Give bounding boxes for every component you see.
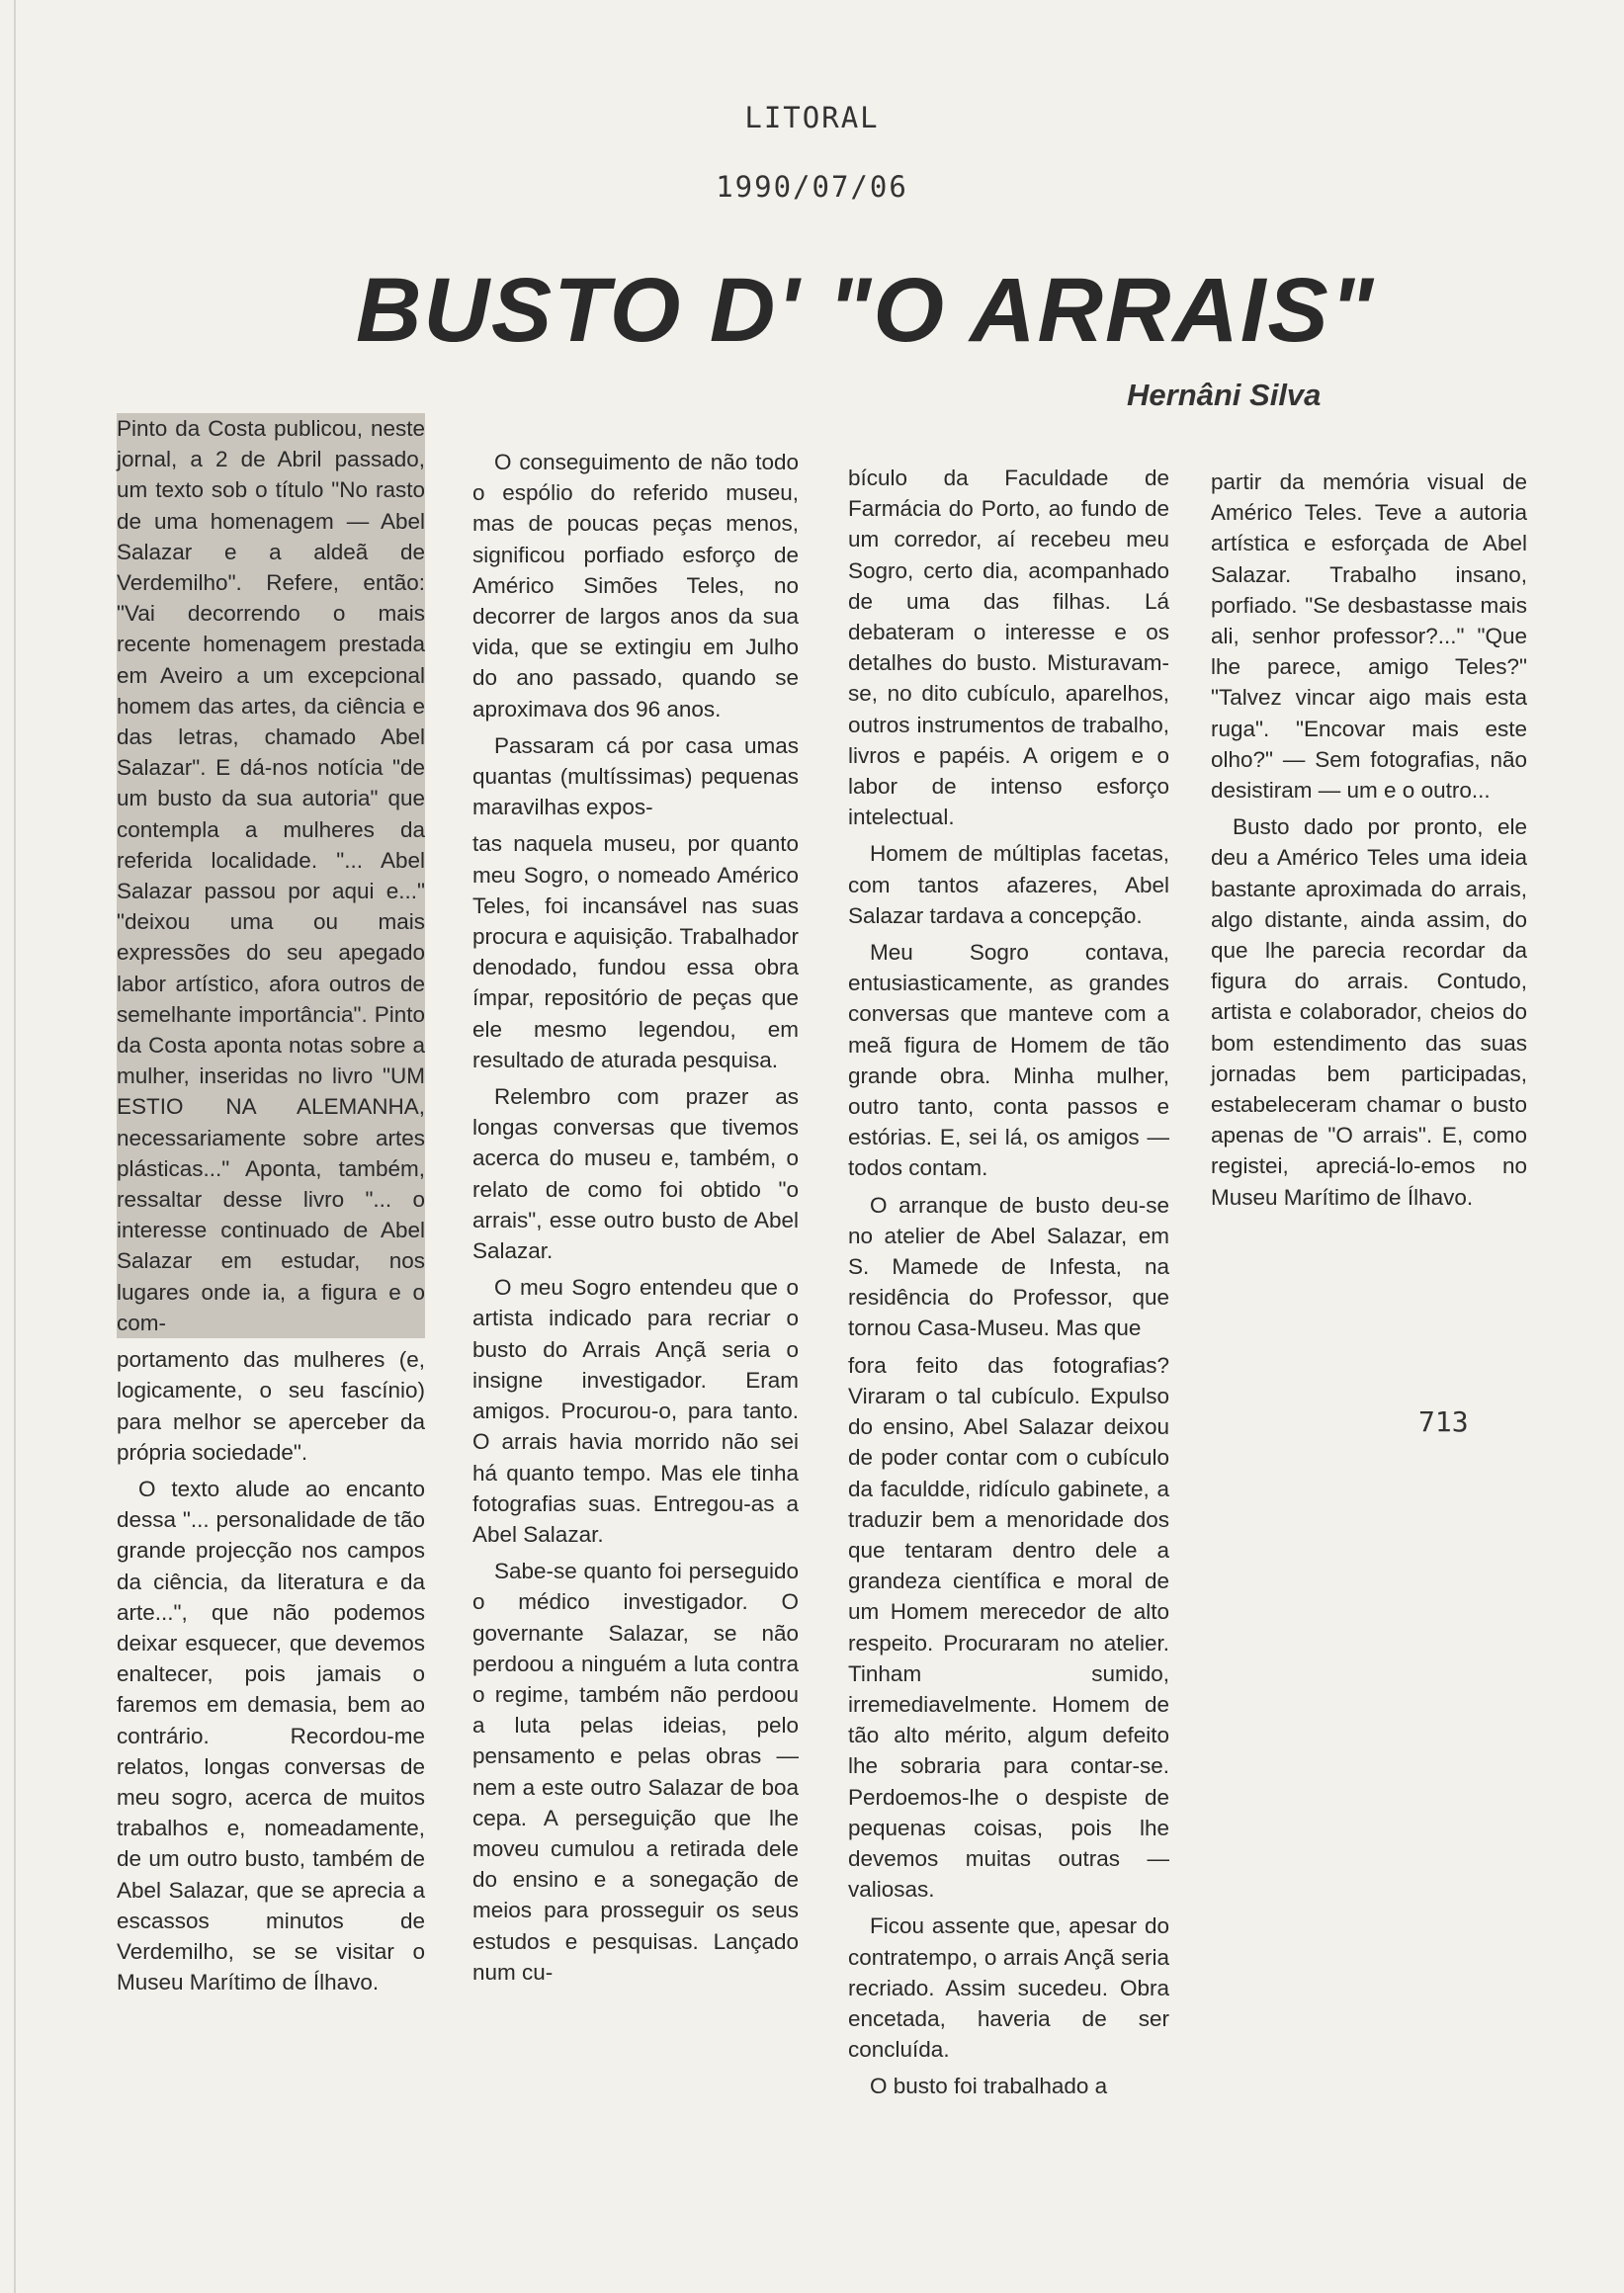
col2-paragraph-4: Relembro com prazer as longas conversas que tivemos acerca do museu e, também, o relato de como foi obtido "o arrais", esse outro busto de Abel Salazar.	[472, 1084, 799, 1264]
article-author: Hernâni Silva	[1127, 378, 1322, 412]
col3-paragraph-6: Ficou assente que, apesar do contratempo, o arrais Ançã seria recriado. Assim sucedeu. Obra encetada, haveria de ser concluída.	[848, 1913, 1169, 2063]
col1-paragraph-3: O texto alude ao encanto dessa "... personalidade de tão grande projecção nos campos da ciência, da literatura e da arte...", que não podemos deixar esquecer, que devemos enaltecer, pois jamais o faremos em demasia, bem ao contrário. Recordou-me relatos, longas conversas de meu sogro, acerca de muitos trabalhos e, nomeadamente, de um outro busto, também de Abel Salazar, que se aprecia a escassos minutos de Verdemilho, se se visitar o Museu Marítimo de Ílhavo.	[117, 1476, 425, 1996]
col4-paragraph-2: Busto dado por pronto, ele deu a Américo Teles uma ideia bastante aproximada do arrais, algo distante, ainda assim, do que lhe parecia recordar da figura do arrais. Contudo, artista e colaborador, cheios do bom estendimento das suas jornadas bem participadas, estabeleceram chamar o busto apenas de "O arrais". E, como registei, apreciá-lo-emos no Museu Marítimo de Ílhavo.	[1211, 814, 1527, 1210]
col2-paragraph-6: Sabe-se quanto foi perseguido o médico investigador. O governante Salazar, se não perdoou a ninguém a luta contra o regime, também não perdoou a luta pelas ideias, pelo pensamento e pelas obras — nem a este outro Salazar de boa cepa. A perseguição que lhe moveu cumulou a retirada dele do ensino e a sonegação de meios para prosseguir os seus estudos e pesquisas. Lançado num cu-	[472, 1559, 799, 1985]
article-column-4	[1211, 467, 1527, 1219]
col3-paragraph-1: bículo da Faculdade de Farmácia do Porto, ao fundo de um corredor, aí recebeu meu Sogro, certo dia, acompanhado de uma das filhas. Lá debateram o interesse e os detalhes do busto. Misturavam-se, no dito cubículo, aparelhos, outros instrumentos de trabalho, livros e papéis. A origem e o labor de intenso esforço intelectual.	[848, 466, 1169, 830]
col2-paragraph-3: tas naquela museu, por quanto meu Sogro, o nomeado Américo Teles, foi incansável nas suas procura e aquisição. Trabalhador denodado, fundou essa obra ímpar, repositório de peças que ele mesmo legendou, em resultado de aturada pesquisa.	[472, 831, 799, 1072]
col1-paragraph-2: portamento das mulheres (e, logicamente, o seu fascínio) para melhor se aperceber da própria sociedade".	[117, 1347, 425, 1465]
col1-paragraph-1: Pinto da Costa publicou, neste jornal, a 2 de Abril passado, um texto sob o título "No rasto de uma homenagem — Abel Salazar e a aldeã de Verdemilho". Refere, então: "Vai decorrendo o mais recente homenagem prestada em Aveiro a um excepcional homem das artes, da ciência e das letras, chamado Abel Salazar". E dá-nos notícia "de um busto da sua autoria" que contempla a mulheres da referida localidade. "... Abel Salazar passou por aqui e..." "deixou uma ou mais expressões do seu apegado labor artístico, afora outros de semelhante importância". Pinto da Costa aponta notas sobre a mulher, inseridas no livro "UM ESTIO NA ALEMANHA, necessariamente sobre artes plásticas..." Aponta, também, ressaltar desse livro "... o interesse continuado de Abel Salazar em estudar, nos lugares onde ia, a figura e o com-	[117, 413, 425, 1338]
col4-paragraph-1: partir da memória visual de Américo Teles. Teve a autoria artística e esforçada de Abel Salazar. Trabalho insano, porfiado. "Se desbastasse mais ali, senhor professor?..." "Que lhe parece, amigo Teles?" "Talvez vincar aigo mais esta ruga". "Encovar mais este olho?" — Sem fotografias, não desistiram — um e o outro...	[1211, 469, 1527, 804]
col3-paragraph-4: O arranque de busto deu-se no atelier de Abel Salazar, em S. Mamede de Infesta, na residência do Professor, que tornou Casa-Museu. Mas que	[848, 1192, 1169, 1341]
col3-paragraph-2: Homem de múltiplas facetas, com tantos afazeres, Abel Salazar tardava a concepção.	[848, 841, 1169, 928]
article-title: BUSTO D' "O ARRAIS"	[356, 260, 1376, 361]
page-number: 713	[1418, 1405, 1469, 1438]
col3-paragraph-3: Meu Sogro contava, entusiasticamente, as grandes conversas que manteve com a meã figura de Homem de tão grande obra. Minha mulher, outro tanto, conta passos e estórias. E, sei lá, os amigos — todos contam.	[848, 940, 1169, 1181]
scan-edge-line	[14, 0, 16, 2293]
article-column-1	[117, 413, 425, 2003]
col2-paragraph-1: O conseguimento de não todo o espólio do referido museu, mas de poucas peças menos, significou porfiado esforço de Américo Simões Teles, no decorrer de largos anos da sua vida, que se extingiu em Julho do ano passado, quando se aproximava dos 96 anos.	[472, 450, 799, 722]
publication-name: LITORAL	[744, 101, 880, 134]
col3-paragraph-5: fora feito das fotografias? Viraram o tal cubículo. Expulso do ensino, Abel Salazar deixou de poder contar com o cubículo da faculdde, ridículo gabinete, a traduzir bem a menoridade dos que tentaram dentro dele a grandeza científica e moral de um Homem merecedor de alto respeito. Procuraram no atelier. Tinham sumido, irremediavelmente. Homem de tão alto mérito, algum defeito lhe sobraria para contar-se. Perdoemos-lhe o despiste de pequenas coisas, pois lhe devemos muitas outras — valiosas.	[848, 1352, 1169, 1903]
publication-date: 1990/07/06	[716, 170, 908, 204]
col3-paragraph-7: O busto foi trabalhado a	[870, 2074, 1108, 2099]
col2-paragraph-5: O meu Sogro entendeu que o artista indicado para recriar o busto do Arrais Ançã seria o insigne investigador. Eram amigos. Procurou-o, para tanto. O arrais havia morrido não sei há quanto tempo. Mas ele tinha fotografias suas. Entregou-as a Abel Salazar.	[472, 1275, 799, 1547]
article-column-3	[848, 463, 1169, 2108]
col2-paragraph-2: Passaram cá por casa umas quantas (multíssimas) pequenas maravilhas expos-	[472, 732, 799, 820]
article-column-2	[472, 447, 799, 1994]
